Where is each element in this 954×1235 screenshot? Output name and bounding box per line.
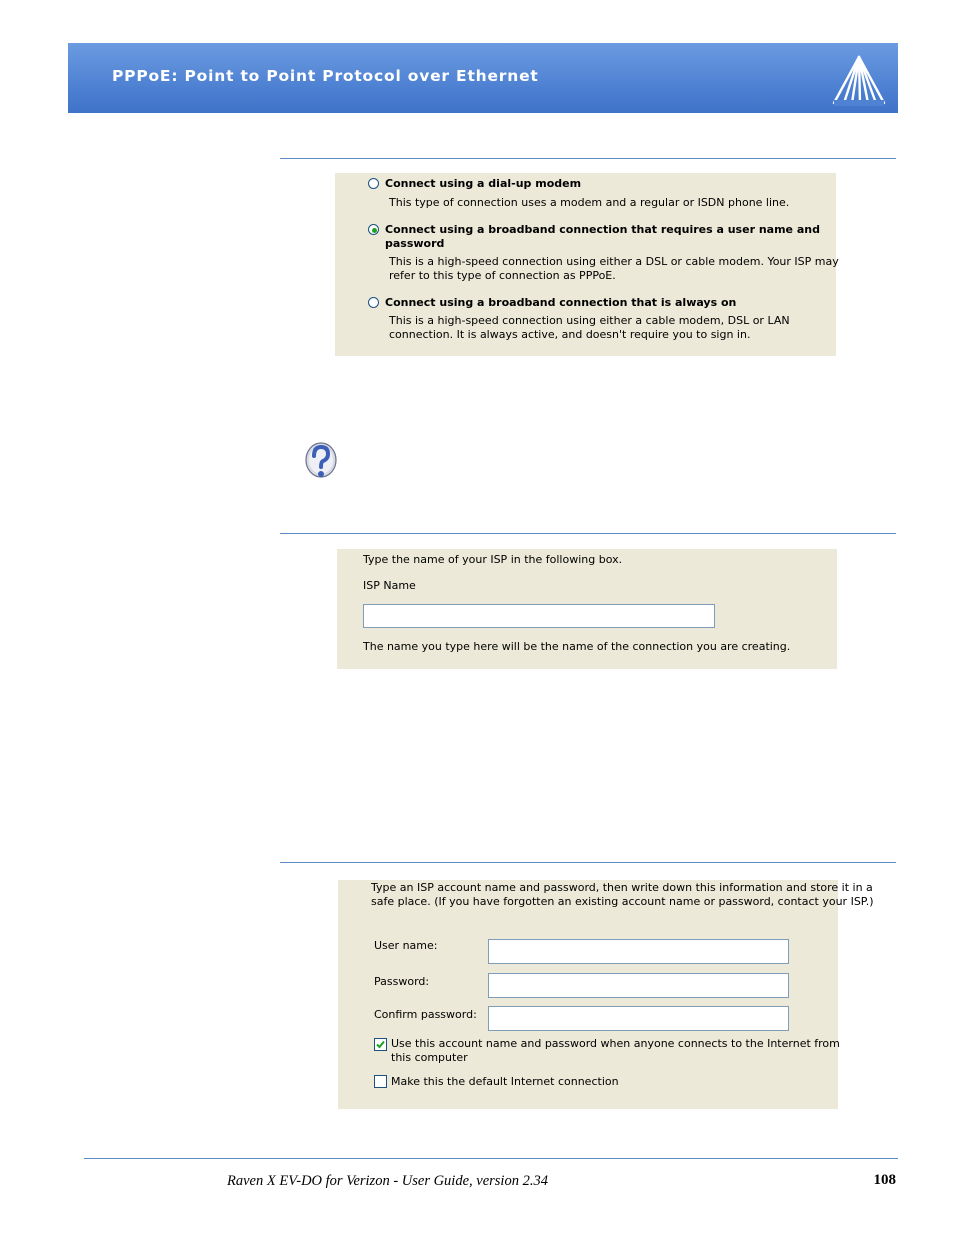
- confirm-password-label: Confirm password:: [374, 1008, 477, 1021]
- footer-divider: [84, 1158, 898, 1159]
- footer-guide-title: Raven X EV-DO for Verizon - User Guide, version 2.34: [227, 1173, 548, 1189]
- broadband-pppoe-label: Connect using a broadband connection that requires a user name and password: [385, 223, 820, 250]
- broadband-pppoe-description: This is a high-speed connection using either a DSL or cable modem. Your ISP may refer to this type of connection as PPPoE.: [389, 255, 839, 282]
- broadband-always-on-description: This is a high-speed connection using either a cable modem, DSL or LAN connection. It is always active, and doesn't require you to sign in.: [389, 314, 790, 341]
- dial-up-description: This type of connection uses a modem and a regular or ISDN phone line.: [389, 196, 790, 209]
- question-help-icon: [304, 440, 338, 484]
- header-bar: [68, 43, 898, 113]
- isp-name-panel: [337, 549, 837, 669]
- isp-instruction: Type the name of your ISP in the following box.: [363, 553, 623, 566]
- section-divider: [280, 533, 896, 534]
- isp-name-input[interactable]: [363, 604, 715, 628]
- dial-up-radio[interactable]: [368, 178, 379, 189]
- section-divider: [280, 158, 896, 159]
- dial-up-label: Connect using a dial-up modem: [385, 177, 582, 190]
- default-connection-checkbox[interactable]: [374, 1075, 387, 1088]
- use-account-label: Use this account name and password when anyone connects to the Internet from this computer: [391, 1037, 840, 1064]
- page-section-title: PPPoE: Point to Point Protocol over Ethernet: [112, 67, 539, 85]
- password-input[interactable]: [488, 973, 789, 998]
- confirm-password-input[interactable]: [488, 1006, 789, 1031]
- section-divider: [280, 862, 896, 863]
- user-name-input[interactable]: [488, 939, 789, 964]
- default-connection-label: Make this the default Internet connection: [391, 1075, 619, 1088]
- checkmark-icon: [375, 1039, 386, 1050]
- account-instruction: Type an ISP account name and password, then write down this information and store it in a safe place. (If you have forgotten an existing account name or password, contact your ISP.): [371, 881, 874, 908]
- airlink-logo-icon: [830, 53, 888, 107]
- account-info-panel: [338, 880, 874, 1109]
- connection-type-panel: [335, 173, 839, 356]
- broadband-pppoe-radio[interactable]: [368, 224, 379, 235]
- isp-note: The name you type here will be the name of the connection you are creating.: [363, 640, 791, 653]
- page-number: 108: [873, 1172, 896, 1188]
- password-label: Password:: [374, 975, 430, 988]
- user-name-label: User name:: [374, 939, 438, 952]
- use-account-checkbox[interactable]: [374, 1038, 387, 1051]
- isp-name-label: ISP Name: [363, 579, 416, 592]
- broadband-always-on-label: Connect using a broadband connection that is always on: [385, 296, 737, 309]
- broadband-always-on-radio[interactable]: [368, 297, 379, 308]
